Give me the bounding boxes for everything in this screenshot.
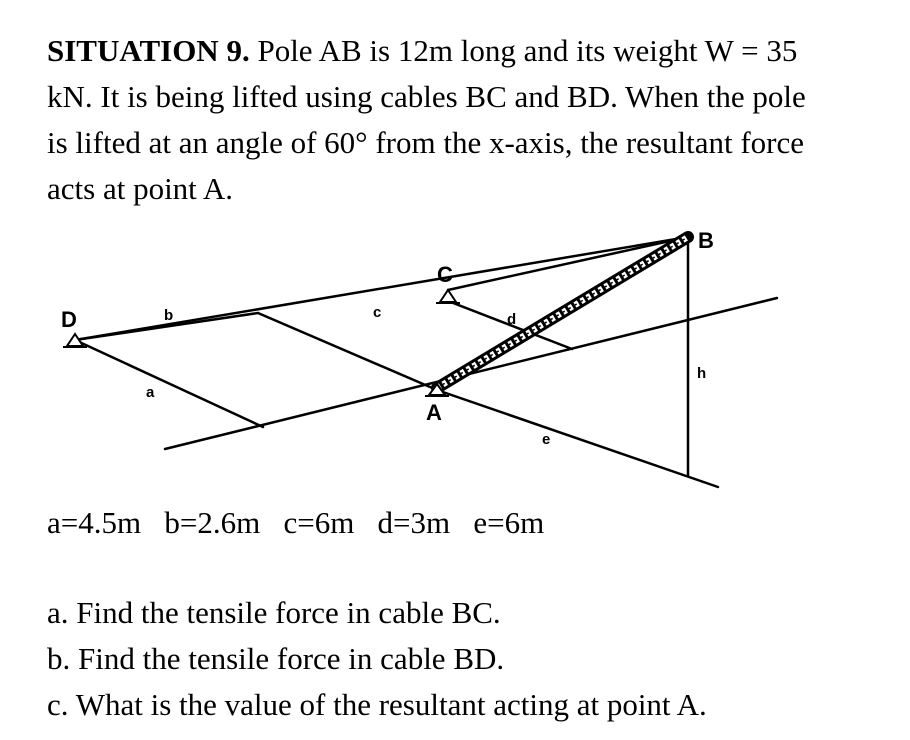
question-c: c. What is the value of the resultant acting at point A. [47,687,707,722]
label-a: A [426,400,442,425]
pole-diagram [0,222,910,497]
label-dim-c: c [373,304,382,321]
problem-statement [47,28,807,212]
label-dim-b: b [164,307,174,324]
ground-line-c [258,313,437,390]
question-b: b. Find the tensile force in cable BD. [47,641,505,676]
label-d: D [61,307,77,332]
question-list [47,590,707,728]
ground-line-e [437,390,718,487]
label-c: C [437,262,453,287]
support-c [440,290,456,302]
question-a: a. Find the tensile force in cable BC. [47,595,501,630]
point-b-pin [687,234,694,241]
given-dimensions: a=4.5m b=2.6m c=6m d=3m e=6m [47,505,545,540]
label-dim-a: a [146,384,155,401]
label-dim-h: h [697,365,707,382]
ground-line-a [75,340,263,427]
label-dim-e: e [542,431,551,448]
label-dim-d: d [507,311,517,328]
situation-heading: SITUATION 9. [47,33,250,68]
problem-text: Pole AB is 12m long and its weight W = 35 kN. It is being lifted using cables BC and BD. When the pole is lifted at an angle of 60° from the x-axis, the resultant force acts at point A. [47,33,806,206]
label-b: B [698,228,714,253]
